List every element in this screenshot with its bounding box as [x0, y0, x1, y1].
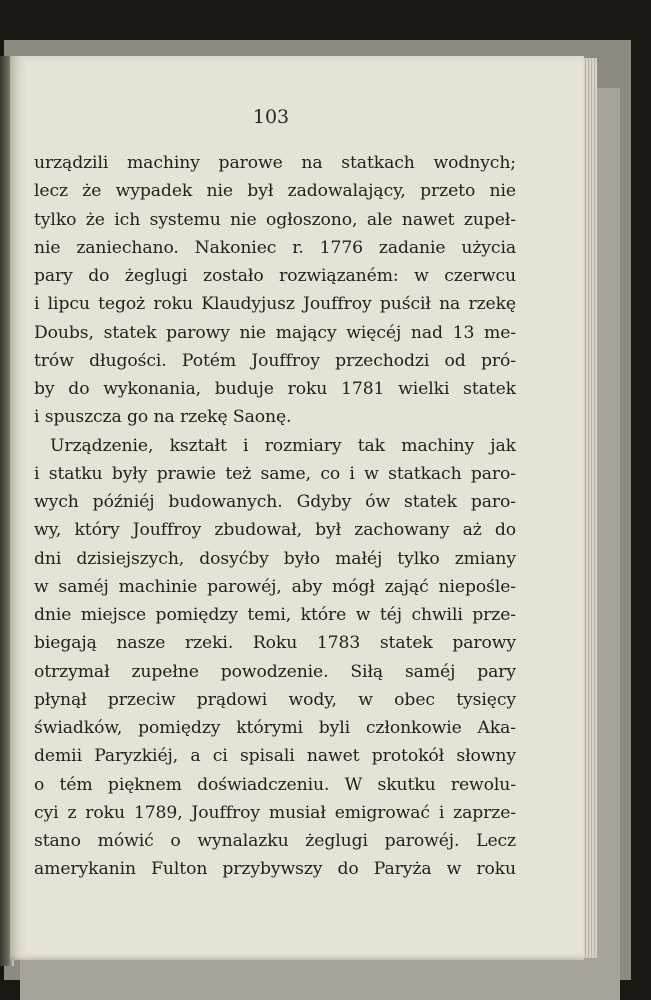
text-line: pary do żeglugi zostało rozwiązaném: w czerwcu: [34, 266, 516, 286]
text-line: urządzili machiny parowe na statkach wodnych;: [34, 153, 516, 173]
book-page: [10, 56, 584, 960]
text-line: nie zaniechano. Nakoniec r. 1776 zadanie użycia: [34, 237, 516, 258]
text-line: trów długości. Potém Jouffroy przechodzi od pró-: [34, 350, 516, 371]
text-line: płynął przeciw prądowi wody, w obec tysięcy: [34, 689, 516, 710]
text-line: dni dzisiejszych, dosyćby było małéj tylko zmiany: [34, 548, 516, 569]
text-line: i spuszcza go na rzekę Saonę.: [34, 407, 292, 428]
page-edges: [583, 58, 597, 958]
text-line: wych późniéj budowanych. Gdyby ów statek paro-: [34, 492, 516, 512]
text-line: cyi z roku 1789, Jouffroy musiał emigrować i zaprze-: [34, 802, 516, 823]
text-line: tylko że ich systemu nie ogłoszono, ale nawet zupeł-: [34, 209, 516, 230]
text-line: Doubs, statek parowy nie mający więcéj nad 13 me-: [34, 322, 516, 343]
body-text: [34, 149, 516, 884]
text-line: stano mówić o wynalazku żeglugi parowéj. Lecz: [34, 831, 516, 851]
text-line: w saméj machinie parowéj, aby mógł zająć niepośle-: [34, 576, 516, 597]
text-line: dnie miejsce pomiędzy temi, które w téj chwili prze-: [34, 605, 516, 625]
text-line: i lipcu tegoż roku Klaudyjusz Jouffroy puścił na rzekę: [34, 294, 516, 315]
text-line: demii Paryzkiéj, a ci spisali nawet protokół słowny: [34, 746, 516, 767]
text-line: by do wykonania, buduje roku 1781 wielki statek: [34, 379, 516, 399]
text-line: wy, który Jouffroy zbudował, był zachowany aż do: [34, 520, 516, 541]
text-line: lecz że wypadek nie był zadowalający, przeto nie: [34, 181, 516, 202]
text-line: amerykanin Fulton przybywszy do Paryża w roku: [34, 859, 516, 880]
text-line: otrzymał zupełne powodzenie. Siłą saméj pary: [34, 661, 516, 682]
text-line: i statku były prawie też same, co i w statkach paro-: [34, 463, 516, 484]
paragraph-first-line: Urządzenie, kształt i rozmiary tak machiny jak: [50, 435, 516, 456]
text-line: o tém pięknem doświadczeniu. W skutku rewolu-: [34, 774, 516, 795]
text-line: biegają nasze rzeki. Roku 1783 statek parowy: [34, 633, 516, 654]
page-number: 103: [252, 106, 290, 128]
text-line: świadków, pomiędzy którymi byli członkowie Aka-: [34, 718, 516, 738]
